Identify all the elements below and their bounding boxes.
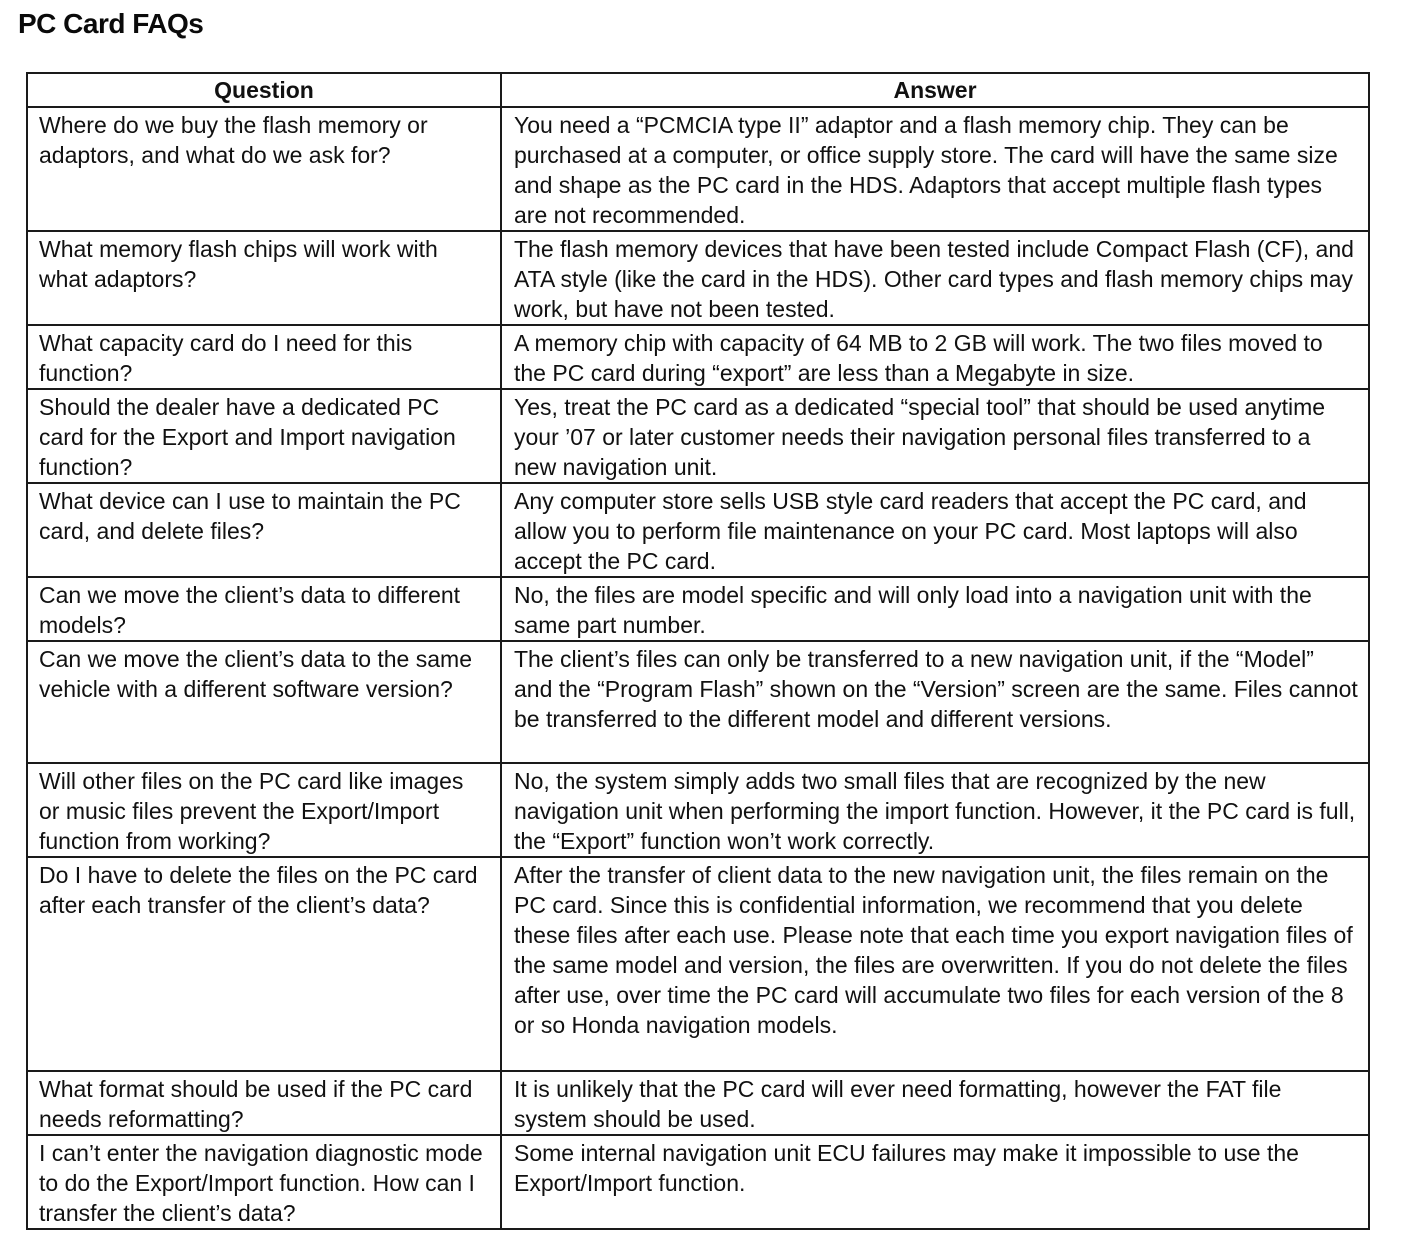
table-row — [27, 577, 1369, 641]
column-header-answer: Answer — [501, 73, 1369, 107]
table-row — [27, 107, 1369, 231]
question-cell: Can we move the client’s data to the same vehicle with a different software version? — [27, 641, 501, 763]
page-title: PC Card FAQs — [18, 8, 204, 39]
answer-cell: Yes, treat the PC card as a dedicated “special tool” that should be used anytime your ’07 or later customer needs their navigation personal files transferred to a new navigation unit. — [501, 389, 1369, 483]
question-cell: Can we move the client’s data to different models? — [27, 577, 501, 641]
answer-cell: A memory chip with capacity of 64 MB to 2 GB will work. The two files moved to the PC card during “export” are less than a Megabyte in size. — [501, 325, 1369, 389]
faq-table — [26, 72, 1370, 1230]
answer-cell: After the transfer of client data to the new navigation unit, the files remain on the PC card. Since this is confidential information, we recommend that you delete these files after each use. Please note that each time you export navigation files of the same model and version, the files are overwritten. If you do not delete the files after use, over time the PC card will accumulate two files for each version of the 8 or so Honda navigation models. — [501, 857, 1369, 1071]
question-cell: What device can I use to maintain the PC card, and delete files? — [27, 483, 501, 577]
table-row — [27, 389, 1369, 483]
column-header-question: Question — [27, 73, 501, 107]
answer-cell: The client’s files can only be transferred to a new navigation unit, if the “Model” and the “Program Flash” shown on the “Version” screen are the same. Files cannot be transferred to the different model and different versions. — [501, 641, 1369, 763]
answer-cell: No, the files are model specific and will only load into a navigation unit with the same part number. — [501, 577, 1369, 641]
answer-cell: Any computer store sells USB style card readers that accept the PC card, and allow you to perform file maintenance on your PC card. Most laptops will also accept the PC card. — [501, 483, 1369, 577]
table-row — [27, 641, 1369, 763]
answer-cell: No, the system simply adds two small files that are recognized by the new navigation unit when performing the import function. However, it the PC card is full, the “Export” function won’t work correctly. — [501, 763, 1369, 857]
table-row — [27, 1135, 1369, 1229]
table-row — [27, 325, 1369, 389]
question-cell: What format should be used if the PC card needs reformatting? — [27, 1071, 501, 1135]
answer-cell: The flash memory devices that have been tested include Compact Flash (CF), and ATA style (like the card in the HDS). Other card types and flash memory chips may work, but have not been tested. — [501, 231, 1369, 325]
question-cell: I can’t enter the navigation diagnostic mode to do the Export/Import function. How can I transfer the client’s data? — [27, 1135, 501, 1229]
table-row — [27, 857, 1369, 1071]
table-row — [27, 483, 1369, 577]
table-row — [27, 231, 1369, 325]
answer-cell: You need a “PCMCIA type II” adaptor and a flash memory chip. They can be purchased at a computer, or office supply store. The card will have the same size and shape as the PC card in the HDS. Adaptors that accept multiple flash types are not recommended. — [501, 107, 1369, 231]
question-cell: Where do we buy the flash memory or adaptors, and what do we ask for? — [27, 107, 501, 231]
question-cell: What memory flash chips will work with what adaptors? — [27, 231, 501, 325]
question-cell: Do I have to delete the files on the PC card after each transfer of the client’s data? — [27, 857, 501, 1071]
question-cell: Should the dealer have a dedicated PC card for the Export and Import navigation function? — [27, 389, 501, 483]
answer-cell: It is unlikely that the PC card will ever need formatting, however the FAT file system should be used. — [501, 1071, 1369, 1135]
question-cell: What capacity card do I need for this function? — [27, 325, 501, 389]
table-row — [27, 763, 1369, 857]
question-cell: Will other files on the PC card like images or music files prevent the Export/Import function from working? — [27, 763, 501, 857]
table-row — [27, 1071, 1369, 1135]
table-header-row — [27, 73, 1369, 107]
answer-cell: Some internal navigation unit ECU failures may make it impossible to use the Export/Import function. — [501, 1135, 1369, 1229]
